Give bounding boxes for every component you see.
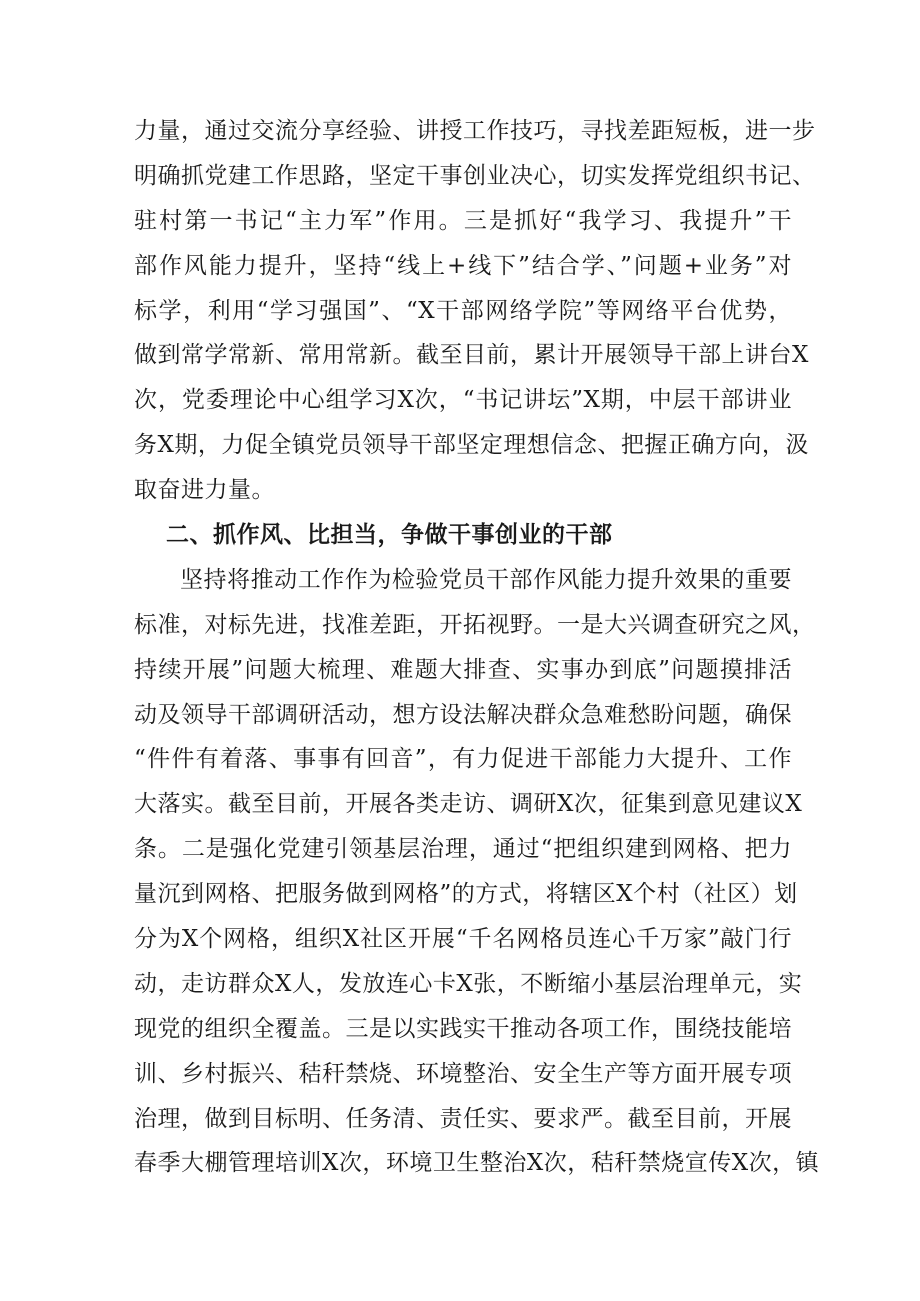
text-line: 务X期，力促全镇党员领导干部坚定理想信念、把握正确方向，汲 xyxy=(134,432,809,459)
text-line: 取奋进力量。 xyxy=(134,477,275,504)
text-line: 部作风能力提升，坚持“线上+线下”结合学、”问题+业务”对 xyxy=(134,252,792,279)
text-line: 治理，做到目标明、任务清、责任实、要求严。截至目前，开展 xyxy=(134,1105,792,1132)
text-line: 标准，对标先进，找准差距，开拓视野。一是大兴调查研究之风， xyxy=(134,611,816,638)
text-line: 坚持将推动工作作为检验党员干部作风能力提升效果的重要 xyxy=(180,566,792,593)
text-line: 量沉到网格、把服务做到网格”的方式，将辖区X个村（社区）划 xyxy=(134,881,798,908)
text-line: 力量，通过交流分享经验、讲授工作技巧，寻找差距短板，进一步 xyxy=(134,118,816,144)
text-line: “件件有着落、事事有回音”，有力促进干部能力大提升、工作 xyxy=(134,746,792,773)
text-line: 动及领导干部调研活动，想方设法解决群众急难愁盼问题，确保 xyxy=(134,701,792,728)
text-line: 大落实。截至目前，开展各类走访、调研X次，征集到意见建议X xyxy=(134,791,803,818)
text-line: 动，走访群众X人，发放连心卡X张，不断缩小基层治理单元，实 xyxy=(134,970,803,997)
text-line: 现党的组织全覆盖。三是以实践实干推动各项工作，围绕技能培 xyxy=(134,1015,792,1042)
text-line: 做到常学常新、常用常新。截至目前，累计开展领导干部上讲台X xyxy=(134,342,809,369)
section-heading: 二、抓作风、比担当，争做干事创业的干部 xyxy=(166,522,613,549)
text-line: 条。二是强化党建引领基层治理，通过“把组织建到网格、把力 xyxy=(134,836,792,863)
text-line: 次，党委理论中心组学习X次，“书记讲坛”X期，中层干部讲业 xyxy=(134,387,792,414)
paragraph-continued xyxy=(134,109,816,513)
text-line: 训、乡村振兴、秸秆禁烧、环境整治、安全生产等方面开展专项 xyxy=(134,1060,792,1087)
text-line: 分为X个网格，组织X社区开展“千名网格员连心千万家”敲门行 xyxy=(134,926,792,953)
text-line: 驻村第一书记“主力军”作用。三是抓好“我学习、我提升”干 xyxy=(134,207,792,234)
text-line: 春季大棚管理培训X次，环境卫生整治X次，秸秆禁烧宣传X次，镇 xyxy=(134,1150,820,1177)
text-line: 标学，利用“学习强国”、“X干部网络学院”等网络平台优势， xyxy=(134,297,792,324)
text-line: 明确抓党建工作思路，坚定干事创业决心，切实发挥党组织书记、 xyxy=(134,162,816,189)
paragraph-section-2 xyxy=(134,558,820,1186)
document-body xyxy=(134,109,820,1186)
text-line: 持续开展”问题大梳理、难题大排查、实事办到底”问题摸排活 xyxy=(134,656,792,683)
